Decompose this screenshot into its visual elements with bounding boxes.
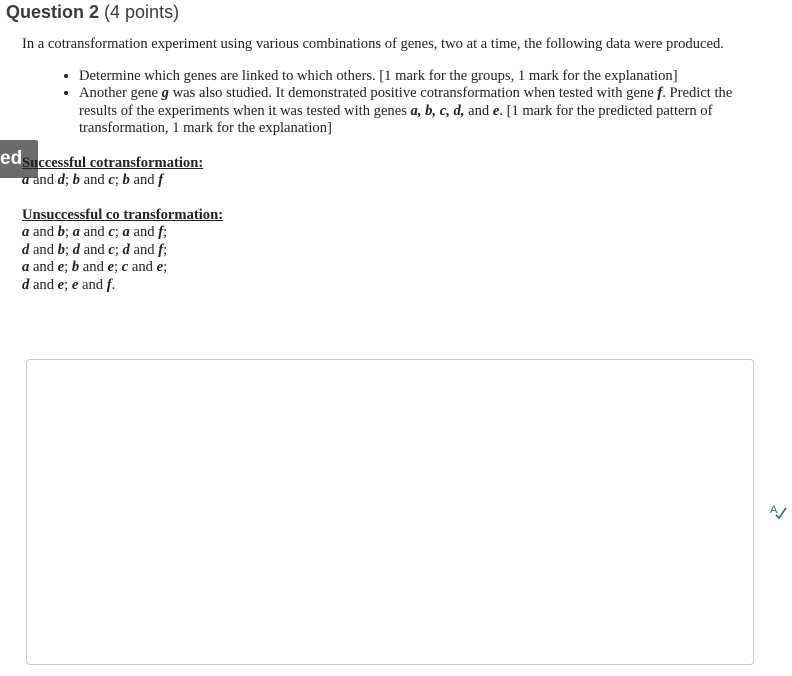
text-run: and bbox=[79, 172, 109, 188]
question-body bbox=[22, 36, 752, 294]
gene-symbol: a bbox=[122, 224, 130, 240]
data-line bbox=[22, 259, 752, 277]
question-title bbox=[6, 0, 179, 24]
successful-header: Successful cotransformation: bbox=[22, 154, 204, 171]
gene-symbol: c bbox=[121, 259, 129, 275]
answer-textbox[interactable] bbox=[26, 359, 754, 665]
text-run: and bbox=[29, 172, 58, 188]
text-run: and bbox=[29, 241, 58, 258]
instruction-item bbox=[79, 85, 752, 138]
text-run: ; bbox=[163, 224, 168, 240]
gene-symbol: a, b, c, d, bbox=[410, 102, 465, 119]
text-run: and bbox=[79, 259, 108, 275]
text-run: and bbox=[29, 224, 58, 240]
gene-symbol: d bbox=[122, 241, 130, 258]
text-run: . Predict the results of the experiments when it was tested with genes bbox=[79, 85, 733, 119]
gene-symbol: f bbox=[158, 224, 164, 240]
instruction-item bbox=[79, 68, 752, 86]
text-run: ; bbox=[64, 241, 73, 258]
question-points: (4 points) bbox=[104, 2, 180, 22]
gene-symbol: e bbox=[57, 259, 65, 275]
text-run: ; bbox=[64, 259, 72, 275]
gene-symbol: c bbox=[108, 172, 115, 188]
successful-section bbox=[22, 155, 752, 190]
svg-text:A: A bbox=[770, 504, 778, 516]
text-run: and bbox=[79, 241, 109, 258]
data-line bbox=[22, 224, 752, 242]
gene-symbol: b bbox=[72, 172, 80, 188]
gene-symbol: a bbox=[22, 224, 30, 240]
text-run: Determine which genes are linked to which others. [1 mark for the groups, 1 mark for the explanation] bbox=[79, 67, 678, 84]
gene-symbol: e bbox=[107, 259, 115, 275]
gene-symbol: d bbox=[22, 241, 30, 258]
text-run: . bbox=[111, 276, 116, 293]
text-run: ; bbox=[114, 259, 122, 275]
gene-symbol: e bbox=[57, 276, 65, 293]
question-number: Question 2 bbox=[6, 2, 100, 22]
question-intro: In a cotransformation experiment using various combinations of genes, two at a time, the following data were produced. bbox=[22, 36, 724, 52]
spellcheck-icon[interactable] bbox=[768, 501, 788, 521]
data-line bbox=[22, 172, 752, 190]
text-run: ; bbox=[114, 241, 123, 258]
gene-symbol: b bbox=[122, 172, 130, 188]
gene-symbol: e bbox=[71, 276, 79, 293]
gene-symbol: d bbox=[22, 276, 30, 293]
gene-symbol: f bbox=[158, 172, 164, 188]
text-run: ; bbox=[163, 241, 168, 258]
text-run: ; bbox=[64, 276, 72, 293]
text-run: and bbox=[128, 259, 157, 275]
gene-symbol: a bbox=[22, 172, 30, 188]
text-run: and bbox=[464, 102, 493, 119]
text-run: ; bbox=[64, 172, 73, 188]
text-run: and bbox=[29, 276, 58, 293]
unsuccessful-section bbox=[22, 207, 752, 295]
gene-symbol: d bbox=[57, 172, 65, 188]
gene-symbol: a bbox=[22, 259, 30, 275]
gene-symbol: f bbox=[657, 85, 663, 101]
text-run: and bbox=[129, 172, 159, 188]
gene-symbol: c bbox=[108, 224, 115, 240]
gene-symbol: b bbox=[71, 259, 80, 275]
gene-symbol: b bbox=[57, 224, 65, 240]
gene-symbol: d bbox=[72, 241, 80, 258]
gene-symbol: b bbox=[57, 241, 65, 258]
text-run: and bbox=[78, 276, 107, 293]
text-run: . [1 mark for the predicted pattern of transformation, 1 mark for the explanation] bbox=[79, 102, 713, 136]
text-run: Another gene bbox=[79, 85, 162, 101]
gene-symbol: c bbox=[108, 241, 115, 258]
gene-symbol: f bbox=[106, 276, 112, 293]
unsuccessful-header: Unsuccessful co transformation: bbox=[22, 206, 224, 223]
text-run: ; bbox=[64, 224, 73, 240]
text-run: and bbox=[129, 241, 159, 258]
gene-symbol: e bbox=[156, 259, 164, 275]
text-run: and bbox=[79, 224, 109, 240]
text-run: ; bbox=[163, 259, 168, 275]
text-run: and bbox=[129, 224, 159, 240]
data-line bbox=[22, 242, 752, 260]
gene-symbol: g bbox=[161, 85, 169, 101]
text-run: was also studied. It demonstrated positive cotransformation when tested with gene bbox=[168, 85, 658, 101]
side-tab[interactable]: ed bbox=[0, 140, 38, 178]
data-line bbox=[22, 277, 752, 295]
gene-symbol: a bbox=[72, 224, 80, 240]
text-run: ; bbox=[114, 224, 123, 240]
gene-symbol: e bbox=[492, 102, 500, 119]
gene-symbol: f bbox=[158, 241, 164, 258]
text-run: ; bbox=[114, 172, 123, 188]
text-run: and bbox=[29, 259, 58, 275]
instruction-list bbox=[22, 68, 752, 138]
